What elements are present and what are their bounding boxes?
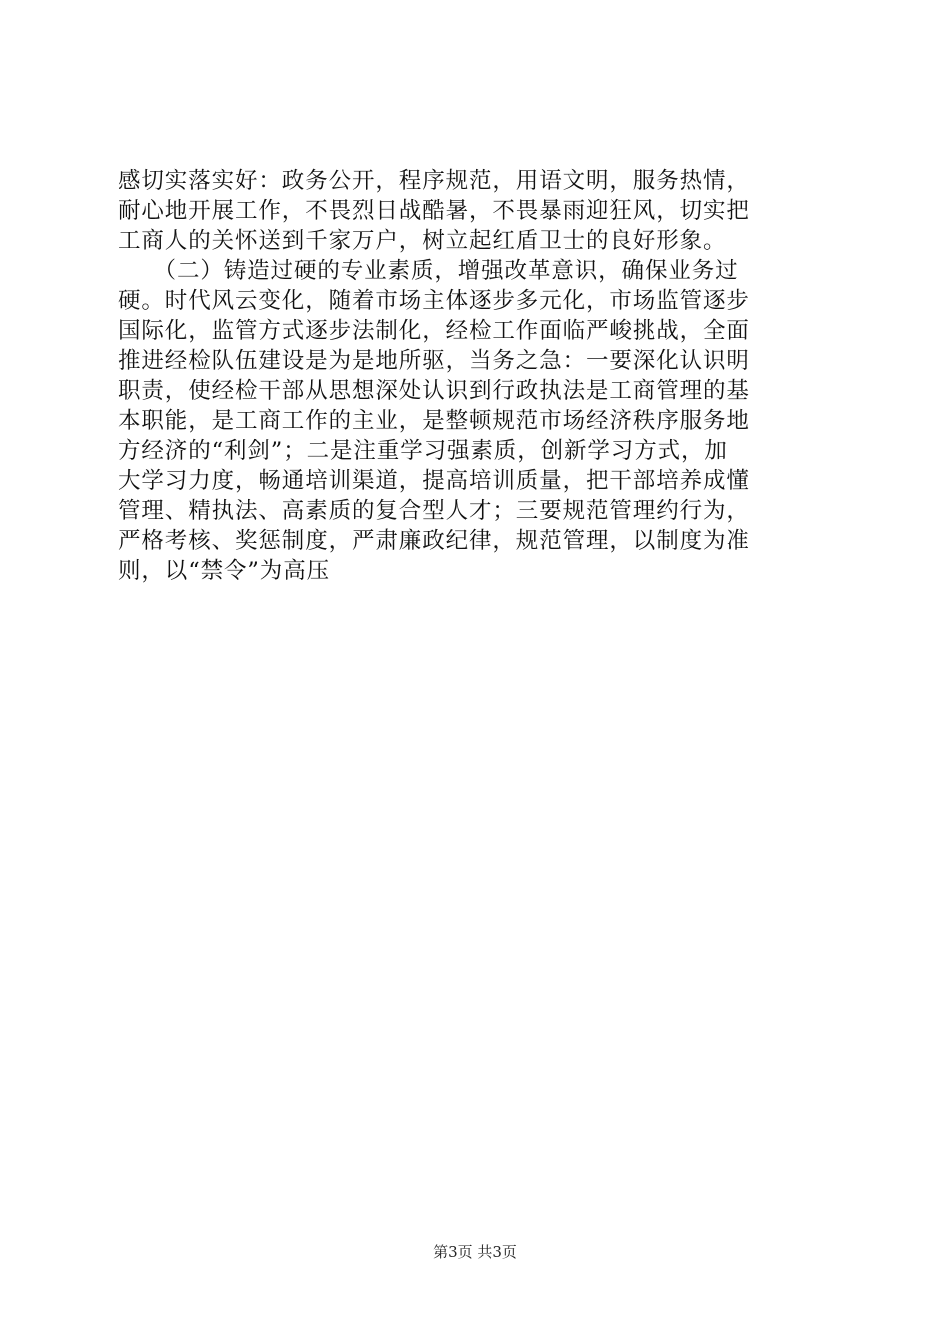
text-line: 管理、精执法、高素质的复合型人才；三要规范管理约行为， [118, 498, 750, 524]
text-line: 本职能，是工商工作的主业，是整顿规范市场经济秩序服务地 [118, 408, 750, 434]
text-line: 硬。时代风云变化，随着市场主体逐步多元化，市场监管逐步 [118, 288, 750, 314]
text-line: 职责，使经检干部从思想深处认识到行政执法是工商管理的基 [118, 378, 750, 404]
text-line: 国际化，监管方式逐步法制化，经检工作面临严峻挑战，全面 [118, 318, 750, 344]
text-line: 耐心地开展工作，不畏烈日战酷暑，不畏暴雨迎狂风，切实把 [118, 198, 750, 224]
page-number-footer: 第3页 共3页 [433, 1243, 517, 1261]
text-line: 工商人的关怀送到千家万户，树立起红盾卫士的良好形象。 [118, 228, 727, 254]
text-line: 严格考核、奖惩制度，严肃廉政纪律，规范管理，以制度为准 [118, 528, 750, 554]
text-line: （二）铸造过硬的专业素质，增强改革意识，确保业务过 [118, 258, 739, 284]
text-line: 则，以“禁令”为高压 [118, 558, 331, 584]
text-line: 感切实落实好：政务公开，程序规范，用语文明，服务热情， [118, 168, 750, 194]
text-line: 大学习力度，畅通培训渠道，提高培训质量，把干部培养成懂 [118, 468, 750, 494]
text-line: 方经济的“利剑”；二是注重学习强素质，创新学习方式，加 [118, 438, 728, 464]
body-text [118, 166, 834, 586]
text-line: 推进经检队伍建设是为是地所驱，当务之急：一要深化认识明 [118, 348, 750, 374]
